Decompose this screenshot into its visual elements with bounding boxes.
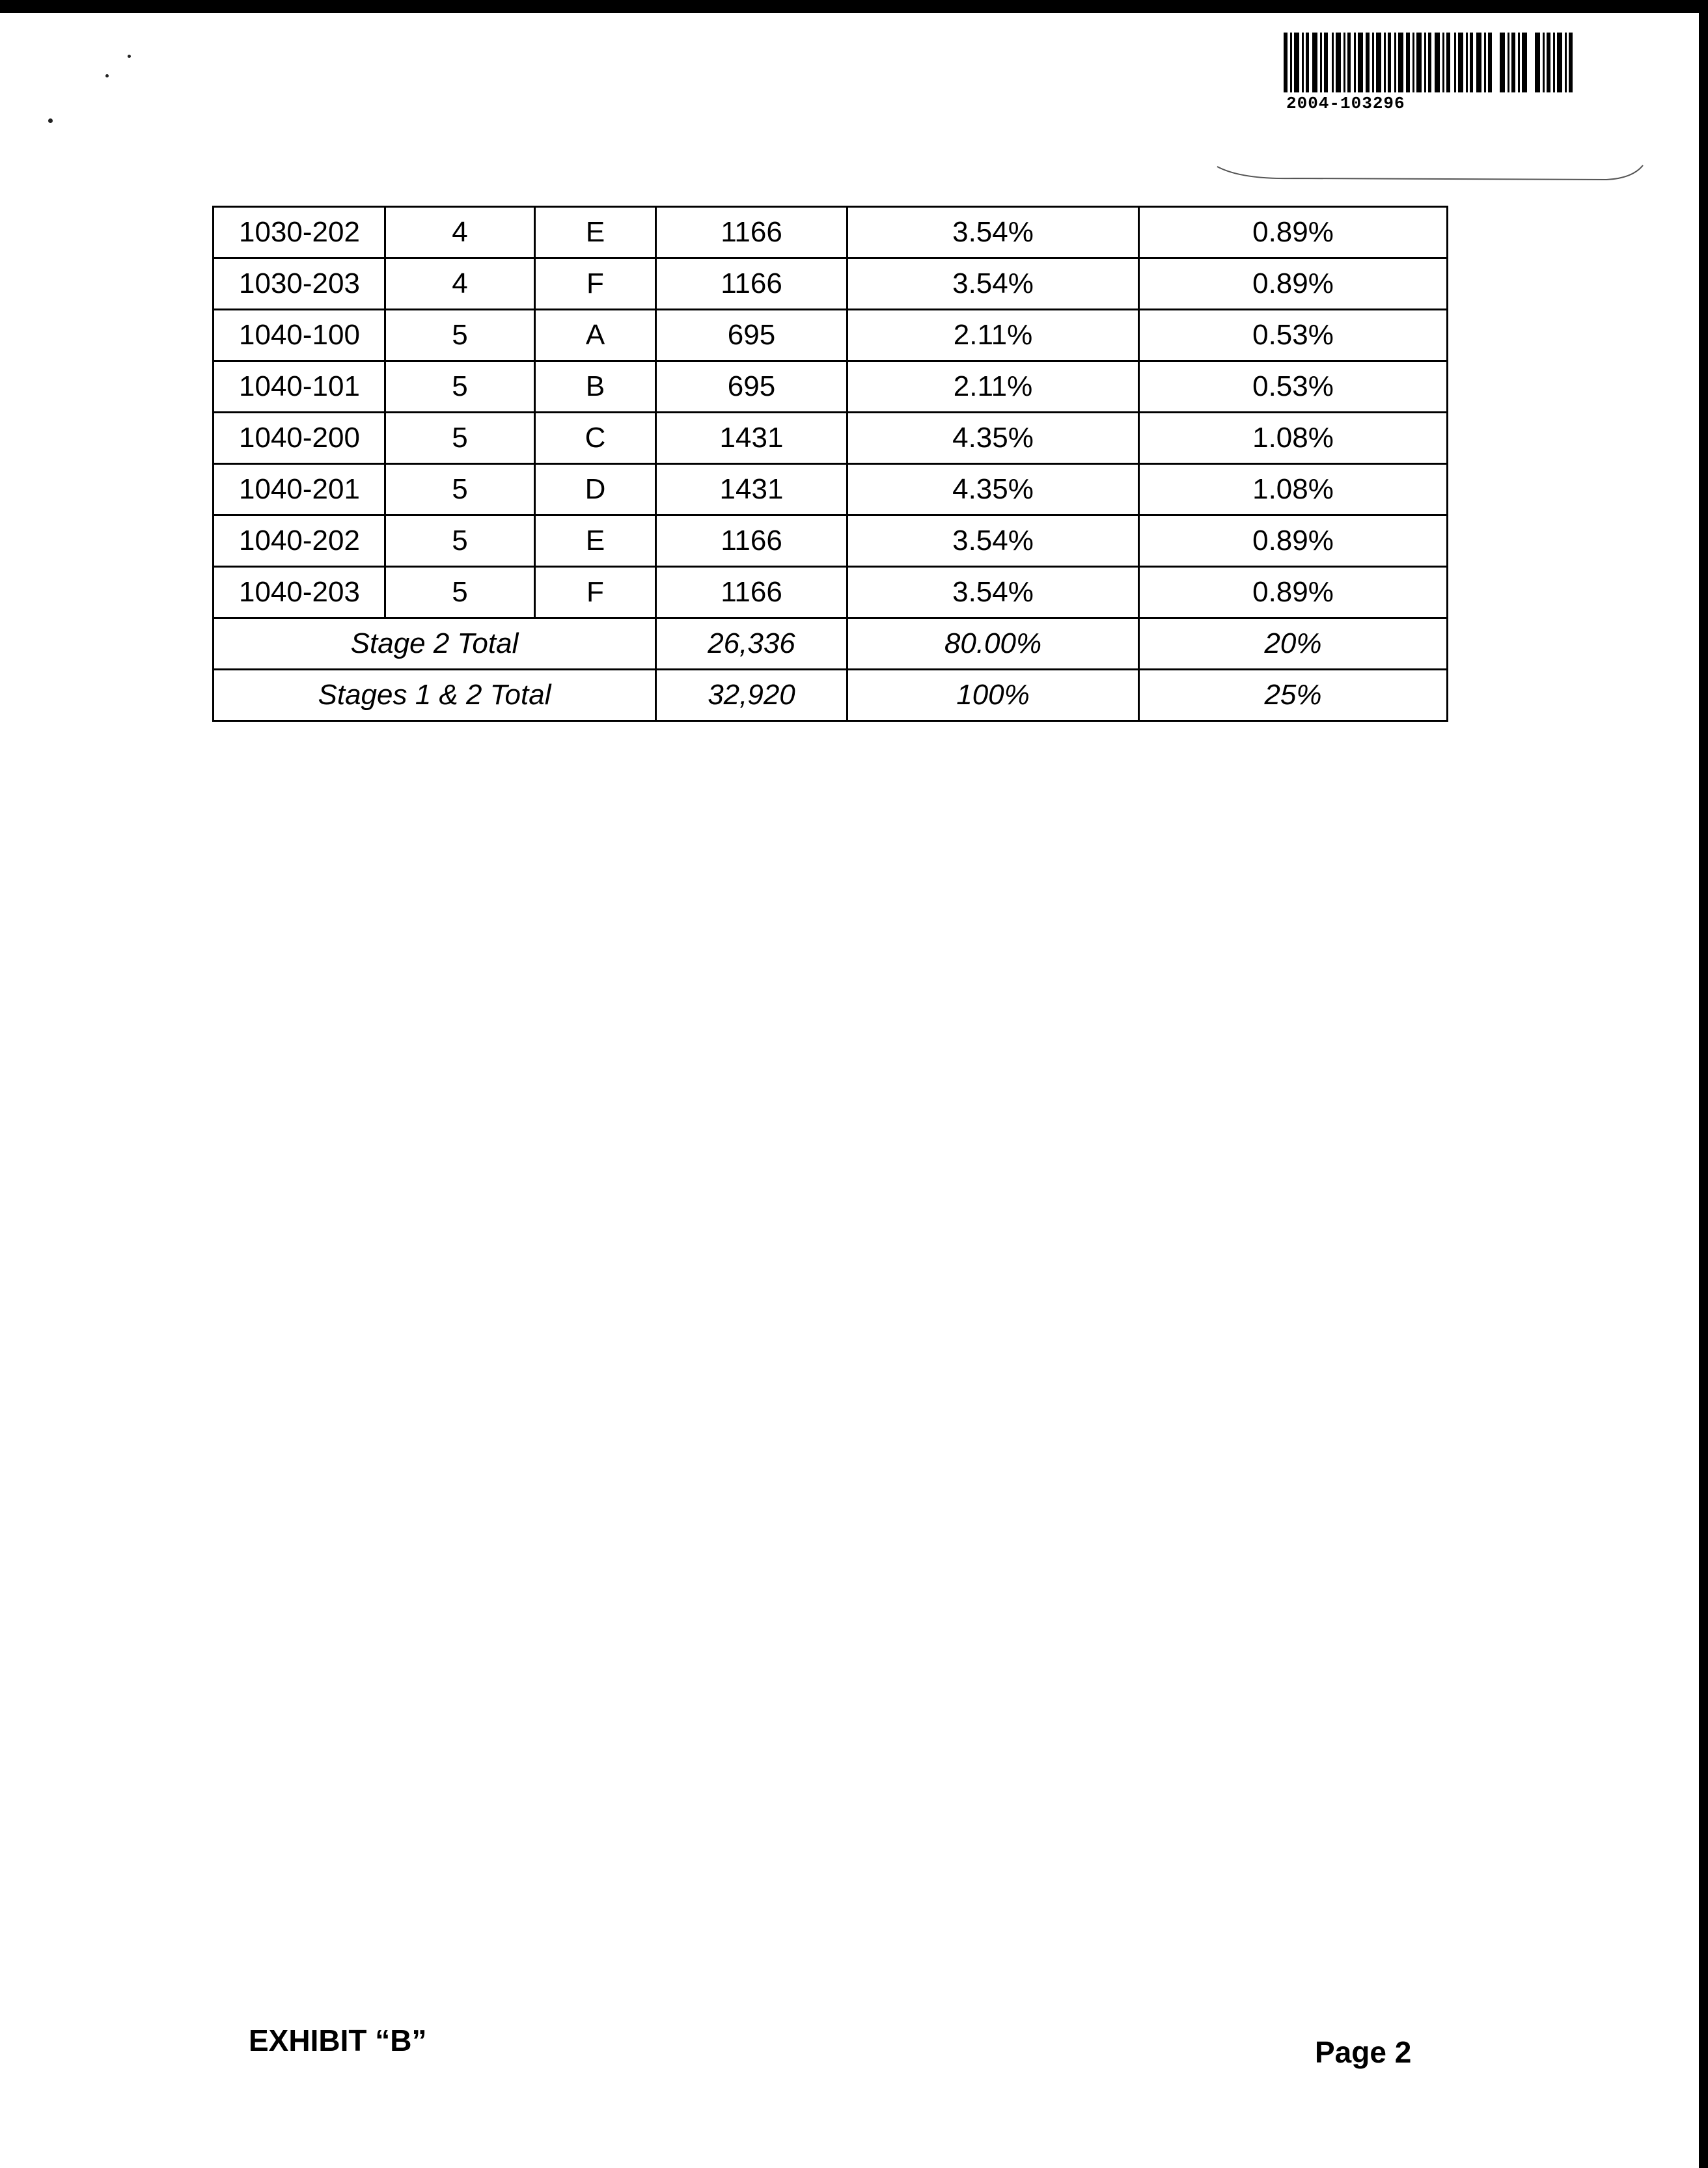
table-row — [214, 310, 1448, 361]
unit-type-cell: E — [535, 515, 656, 567]
total-overall-percent-cell: 25% — [1139, 670, 1448, 721]
building-cell: 5 — [385, 361, 535, 413]
stage-percent-cell: 2.11% — [847, 361, 1139, 413]
unit-type-cell: B — [535, 361, 656, 413]
stage-percent-cell: 4.35% — [847, 413, 1139, 464]
unit-number-cell: 1040-101 — [214, 361, 385, 413]
unit-type-cell: F — [535, 567, 656, 618]
unit-number-cell: 1030-202 — [214, 207, 385, 258]
total-percent-cell: 0.89% — [1139, 207, 1448, 258]
building-cell: 5 — [385, 413, 535, 464]
total-percent-cell: 0.89% — [1139, 258, 1448, 310]
unit-number-cell: 1040-201 — [214, 464, 385, 515]
unit-number-cell: 1030-203 — [214, 258, 385, 310]
unit-type-cell: F — [535, 258, 656, 310]
square-feet-cell: 1166 — [656, 207, 847, 258]
stage-percent-cell: 4.35% — [847, 464, 1139, 515]
unit-type-cell: C — [535, 413, 656, 464]
total-label-cell: Stage 2 Total — [214, 618, 656, 670]
total-percent-cell: 0.89% — [1139, 515, 1448, 567]
stage-percent-cell: 2.11% — [847, 310, 1139, 361]
unit-number-cell: 1040-200 — [214, 413, 385, 464]
total-label-cell: Stages 1 & 2 Total — [214, 670, 656, 721]
table-row — [214, 361, 1448, 413]
square-feet-cell: 1166 — [656, 515, 847, 567]
building-cell: 5 — [385, 310, 535, 361]
square-feet-cell: 1431 — [656, 413, 847, 464]
stage-percent-cell: 3.54% — [847, 515, 1139, 567]
table-row — [214, 464, 1448, 515]
stage-percent-cell: 3.54% — [847, 258, 1139, 310]
total-square-feet-cell: 26,336 — [656, 618, 847, 670]
barcode-number: 2004-103296 — [1286, 94, 1405, 113]
unit-allocation-table — [212, 206, 1448, 722]
square-feet-cell: 1166 — [656, 258, 847, 310]
total-stage-percent-cell: 100% — [847, 670, 1139, 721]
building-cell: 5 — [385, 515, 535, 567]
building-cell: 5 — [385, 567, 535, 618]
total-percent-cell: 1.08% — [1139, 464, 1448, 515]
total-stage-percent-cell: 80.00% — [847, 618, 1139, 670]
scan-edge-top — [0, 0, 1708, 13]
total-percent-cell: 0.53% — [1139, 310, 1448, 361]
table-row — [214, 413, 1448, 464]
scan-speck — [105, 74, 109, 77]
unit-type-cell: A — [535, 310, 656, 361]
unit-type-cell: E — [535, 207, 656, 258]
total-percent-cell: 0.89% — [1139, 567, 1448, 618]
unit-number-cell: 1040-203 — [214, 567, 385, 618]
stages-1-2-total-row — [214, 670, 1448, 721]
table-row — [214, 515, 1448, 567]
square-feet-cell: 695 — [656, 361, 847, 413]
building-cell: 4 — [385, 207, 535, 258]
total-percent-cell: 0.53% — [1139, 361, 1448, 413]
total-percent-cell: 1.08% — [1139, 413, 1448, 464]
building-cell: 4 — [385, 258, 535, 310]
stage-percent-cell: 3.54% — [847, 567, 1139, 618]
table-row — [214, 207, 1448, 258]
square-feet-cell: 1431 — [656, 464, 847, 515]
unit-type-cell: D — [535, 464, 656, 515]
scan-edge-right — [1699, 0, 1708, 2168]
square-feet-cell: 695 — [656, 310, 847, 361]
total-overall-percent-cell: 20% — [1139, 618, 1448, 670]
page-number: Page 2 — [1315, 2035, 1412, 2069]
building-cell: 5 — [385, 464, 535, 515]
barcode-image — [1284, 33, 1578, 92]
exhibit-label: EXHIBIT “B” — [249, 2024, 427, 2057]
scan-speck — [128, 55, 131, 58]
table-row — [214, 258, 1448, 310]
scan-curve-mark — [1216, 163, 1646, 185]
barcode-block — [1284, 33, 1583, 113]
total-square-feet-cell: 32,920 — [656, 670, 847, 721]
unit-number-cell: 1040-100 — [214, 310, 385, 361]
stage-percent-cell: 3.54% — [847, 207, 1139, 258]
stage-2-total-row — [214, 618, 1448, 670]
scan-speck — [48, 118, 53, 123]
table-row — [214, 567, 1448, 618]
square-feet-cell: 1166 — [656, 567, 847, 618]
unit-number-cell: 1040-202 — [214, 515, 385, 567]
